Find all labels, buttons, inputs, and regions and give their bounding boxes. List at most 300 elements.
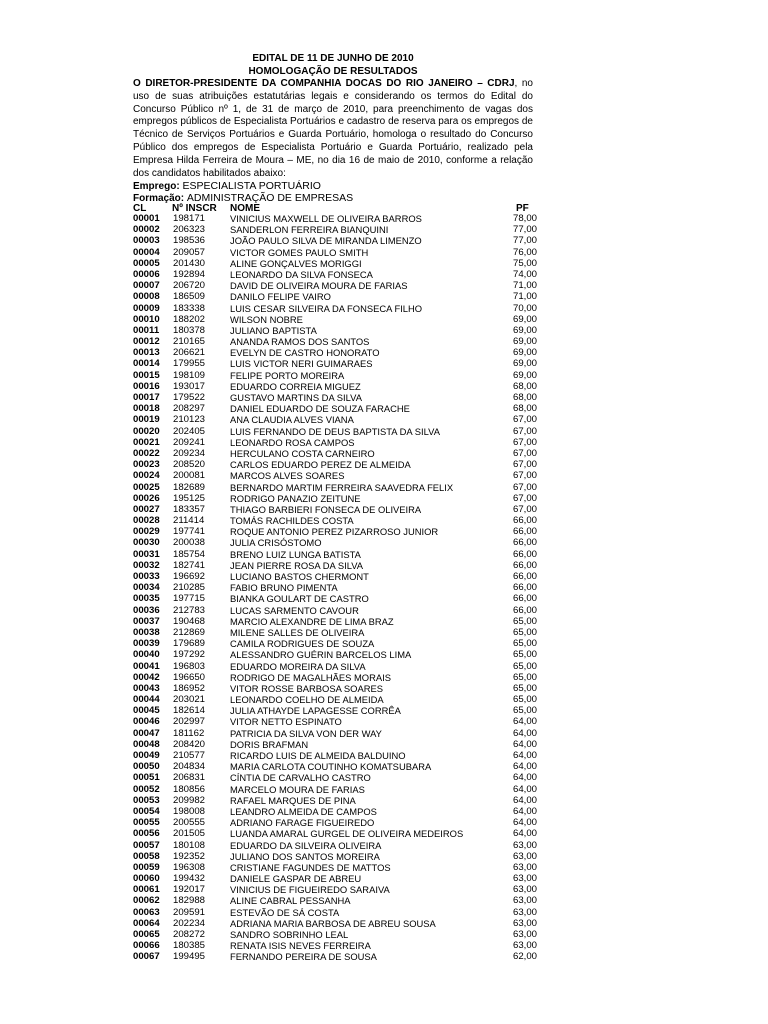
table-row — [133, 403, 537, 414]
candidate-inscription: 202405 — [173, 425, 206, 437]
candidate-score: 66,00 — [512, 537, 537, 549]
candidate-classification: 00018 — [133, 403, 160, 415]
candidate-score: 74,00 — [512, 268, 537, 280]
candidate-score: 64,00 — [512, 738, 537, 750]
table-row — [133, 459, 537, 470]
candidate-score: 65,00 — [512, 705, 537, 717]
candidate-inscription: 211414 — [173, 515, 205, 527]
candidate-inscription: 196650 — [173, 671, 206, 683]
candidate-inscription: 186509 — [173, 291, 206, 303]
candidate-name: CARLOS EDUARDO PEREZ DE ALMEIDA — [230, 459, 411, 471]
table-row — [133, 437, 537, 448]
candidate-inscription: 202997 — [173, 716, 206, 728]
candidate-name: ANANDA RAMOS DOS SANTOS — [230, 336, 370, 348]
candidate-score: 66,00 — [512, 582, 537, 594]
candidate-inscription: 196803 — [173, 660, 206, 672]
candidate-score: 65,00 — [512, 638, 537, 650]
table-row — [133, 851, 537, 862]
table-row — [133, 235, 537, 246]
candidate-score: 64,00 — [512, 805, 537, 817]
candidate-score: 77,00 — [512, 224, 537, 236]
candidate-name: SANDRO SOBRINHO LEAL — [230, 929, 349, 940]
candidate-name: CAMILA RODRIGUES DE SOUZA — [230, 638, 375, 650]
candidate-name: DANIELE GASPAR DE ABREU — [230, 873, 362, 885]
candidate-name: ALESSANDRO GUÉRIN BARCELOS LIMA — [230, 649, 412, 661]
table-row — [133, 247, 537, 258]
candidate-score: 66,00 — [512, 548, 537, 560]
candidate-inscription: 192352 — [173, 850, 206, 862]
candidate-score: 63,00 — [512, 929, 537, 940]
candidate-name: EVELYN DE CASTRO HONORATO — [230, 347, 380, 359]
candidate-name: LUIS VICTOR NERI GUIMARAES — [230, 358, 373, 370]
candidate-name: MILENE SALLES DE OLIVEIRA — [230, 626, 365, 638]
candidate-score: 71,00 — [512, 280, 537, 292]
candidate-inscription: 209982 — [173, 794, 206, 806]
candidate-inscription: 185754 — [173, 548, 206, 560]
table-row — [133, 951, 537, 962]
table-row — [133, 258, 537, 269]
column-header-nome: NOME — [230, 203, 260, 214]
candidate-score: 64,00 — [512, 750, 537, 761]
candidate-name: FABIO BRUNO PIMENTA — [230, 582, 338, 594]
candidate-classification: 00047 — [133, 727, 160, 739]
formacao-label: Formação: — [133, 193, 185, 204]
candidate-classification: 00006 — [133, 268, 160, 280]
table-row — [133, 795, 537, 806]
candidate-score: 64,00 — [512, 727, 537, 739]
table-row — [133, 873, 537, 884]
candidate-classification: 00022 — [133, 447, 160, 459]
candidate-inscription: 208420 — [173, 738, 206, 750]
candidate-score: 69,00 — [512, 336, 537, 348]
table-row — [133, 728, 537, 739]
candidate-name: SANDERLON FERREIRA BIANQUINI — [230, 224, 389, 236]
table-row — [133, 213, 537, 224]
candidate-score: 65,00 — [512, 660, 537, 672]
candidate-score: 68,00 — [512, 392, 537, 403]
candidate-score: 67,00 — [512, 492, 537, 504]
candidate-inscription: 210123 — [173, 414, 206, 426]
candidate-inscription: 202234 — [173, 917, 206, 929]
candidate-classification: 00049 — [133, 750, 160, 761]
table-row — [133, 381, 537, 392]
candidate-score: 64,00 — [512, 817, 537, 829]
table-row — [133, 616, 537, 627]
candidate-score: 66,00 — [512, 559, 537, 571]
table-row — [133, 537, 537, 548]
candidate-inscription: 200038 — [173, 537, 206, 549]
candidate-inscription: 198109 — [173, 369, 206, 381]
candidate-inscription: 197715 — [173, 593, 206, 605]
candidate-classification: 00003 — [133, 235, 160, 247]
table-row — [133, 784, 537, 795]
candidate-inscription: 198008 — [173, 805, 206, 817]
candidate-classification: 00028 — [133, 515, 160, 527]
candidate-score: 65,00 — [512, 694, 537, 706]
candidate-name: HERCULANO COSTA CARNEIRO — [230, 447, 375, 459]
candidate-score: 67,00 — [512, 436, 537, 448]
candidate-name: CÍNTIA DE CARVALHO CASTRO — [230, 772, 371, 784]
candidate-classification: 00004 — [133, 246, 160, 258]
candidate-inscription: 201505 — [173, 828, 206, 840]
candidate-inscription: 209057 — [173, 246, 206, 258]
candidate-score: 63,00 — [512, 940, 537, 952]
candidate-classification: 00014 — [133, 358, 160, 370]
candidate-score: 65,00 — [512, 671, 537, 683]
column-header-inscricao: Nº INSCR — [172, 203, 217, 214]
candidate-name: ALINE GONÇALVES MORIGGI — [230, 257, 362, 269]
table-row — [133, 895, 537, 906]
candidate-name: PATRICIA DA SILVA VON DER WAY — [230, 727, 382, 739]
candidate-score: 63,00 — [512, 861, 537, 873]
table-row — [133, 582, 537, 593]
candidate-classification: 00046 — [133, 716, 160, 728]
candidate-classification: 00045 — [133, 705, 160, 717]
table-row — [133, 515, 537, 526]
candidate-name: ESTEVÃO DE SÁ COSTA — [230, 906, 340, 918]
candidate-inscription: 212783 — [173, 604, 206, 616]
candidate-name: VINICIUS MAXWELL DE OLIVEIRA BARROS — [230, 213, 422, 224]
candidate-name: EDUARDO DA SILVEIRA OLIVEIRA — [230, 839, 382, 851]
table-row — [133, 336, 537, 347]
candidate-classification: 00035 — [133, 593, 160, 605]
candidate-inscription: 199495 — [173, 951, 206, 963]
candidate-name: TOMÁS RACHILDES COSTA — [230, 515, 354, 527]
candidate-name: EDUARDO CORREIA MIGUEZ — [230, 380, 361, 392]
table-row — [133, 694, 537, 705]
candidate-score: 64,00 — [512, 794, 537, 806]
table-row — [133, 560, 537, 571]
candidate-classification: 00064 — [133, 917, 160, 929]
candidate-classification: 00025 — [133, 481, 160, 493]
emprego-value: ESPECIALISTA PORTUÁRIO — [182, 180, 321, 192]
candidate-name: RODRIGO PANAZIO ZEITUNE — [230, 492, 361, 504]
candidate-score: 64,00 — [512, 716, 537, 728]
candidate-classification: 00037 — [133, 615, 160, 627]
candidate-name: JULIANO BAPTISTA — [230, 324, 317, 336]
candidate-classification: 00020 — [133, 425, 160, 437]
candidate-name: LUIS FERNANDO DE DEUS BAPTISTA DA SILVA — [230, 425, 440, 437]
candidate-name: WILSON NOBRE — [230, 313, 303, 325]
table-row — [133, 761, 537, 772]
candidate-score: 78,00 — [512, 213, 537, 224]
candidate-classification: 00013 — [133, 347, 160, 359]
candidate-inscription: 179689 — [173, 638, 206, 650]
candidate-classification: 00058 — [133, 850, 160, 862]
candidate-classification: 00067 — [133, 951, 160, 963]
candidate-classification: 00062 — [133, 895, 160, 907]
candidate-classification: 00008 — [133, 291, 160, 303]
table-row — [133, 526, 537, 537]
candidate-name: MARCOS ALVES SOARES — [230, 470, 345, 482]
candidate-classification: 00012 — [133, 336, 160, 348]
candidate-name: RODRIGO DE MAGALHÃES MORAIS — [230, 671, 391, 683]
candidate-name: JULIANO DOS SANTOS MOREIRA — [230, 850, 380, 862]
table-row — [133, 392, 537, 403]
candidate-name: FERNANDO PEREIRA DE SOUSA — [230, 951, 377, 963]
candidate-name: ALINE CABRAL PESSANHA — [230, 895, 351, 907]
candidate-score: 68,00 — [512, 403, 537, 415]
candidate-name: LEANDRO ALMEIDA DE CAMPOS — [230, 805, 377, 817]
candidate-score: 70,00 — [512, 302, 537, 314]
candidate-classification: 00033 — [133, 571, 160, 582]
candidate-classification: 00048 — [133, 738, 160, 750]
candidate-score: 67,00 — [512, 447, 537, 459]
candidate-inscription: 209591 — [173, 906, 206, 918]
table-row — [133, 370, 537, 381]
table-row — [133, 593, 537, 604]
candidate-inscription: 196692 — [173, 571, 206, 582]
candidate-classification: 00019 — [133, 414, 160, 426]
document-subtitle: HOMOLOGAÇÃO DE RESULTADOS — [248, 66, 418, 77]
candidate-inscription: 209241 — [173, 436, 206, 448]
table-row — [133, 683, 537, 694]
candidate-inscription: 195125 — [173, 492, 206, 504]
candidate-name: BIANKA GOULART DE CASTRO — [230, 593, 369, 605]
candidate-name: GUSTAVO MARTINS DA SILVA — [230, 392, 362, 403]
candidate-classification: 00052 — [133, 783, 160, 795]
candidate-classification: 00061 — [133, 884, 160, 896]
candidate-score: 67,00 — [512, 414, 537, 426]
table-row — [133, 314, 537, 325]
candidate-score: 65,00 — [512, 626, 537, 638]
candidate-name: VITOR ROSSE BARBOSA SOARES — [230, 682, 383, 694]
candidate-name: CRISTIANE FAGUNDES DE MATTOS — [230, 861, 391, 873]
candidate-score: 65,00 — [512, 615, 537, 627]
table-row — [133, 224, 537, 235]
candidate-inscription: 197741 — [173, 526, 206, 538]
candidate-inscription: 206323 — [173, 224, 206, 236]
emprego-label: Emprego: — [133, 181, 180, 192]
candidate-name: BRENO LUIZ LUNGA BATISTA — [230, 548, 361, 560]
candidate-score: 67,00 — [512, 481, 537, 493]
candidate-score: 75,00 — [512, 257, 537, 269]
candidate-inscription: 196308 — [173, 861, 206, 873]
candidate-classification: 00055 — [133, 817, 160, 829]
candidate-inscription: 199432 — [173, 873, 206, 885]
candidate-classification: 00032 — [133, 559, 160, 571]
candidate-name: MARCELO MOURA DE FARIAS — [230, 783, 365, 795]
candidate-classification: 00051 — [133, 772, 160, 784]
candidate-name: ROQUE ANTONIO PEREZ PIZARROSO JUNIOR — [230, 526, 439, 538]
candidate-classification: 00034 — [133, 582, 160, 594]
candidate-classification: 00027 — [133, 503, 160, 515]
document-title: EDITAL DE 11 DE JUNHO DE 2010 — [252, 53, 414, 64]
column-header-pf: PF — [516, 203, 529, 214]
table-row — [133, 325, 537, 336]
candidate-name: DANIEL EDUARDO DE SOUZA FARACHE — [230, 403, 410, 415]
candidate-classification: 00015 — [133, 369, 160, 381]
candidate-name: THIAGO BARBIERI FONSECA DE OLIVEIRA — [230, 503, 422, 515]
candidate-inscription: 212869 — [173, 626, 206, 638]
table-row — [133, 627, 537, 638]
candidate-score: 69,00 — [512, 324, 537, 336]
candidate-score: 69,00 — [512, 347, 537, 359]
candidate-name: LUANDA AMARAL GURGEL DE OLIVEIRA MEDEIROS — [230, 828, 464, 840]
candidate-inscription: 180378 — [173, 324, 206, 336]
candidate-inscription: 182689 — [173, 481, 206, 493]
table-row — [133, 806, 537, 817]
candidate-classification: 00066 — [133, 940, 160, 952]
candidate-classification: 00029 — [133, 526, 160, 538]
candidate-classification: 00050 — [133, 761, 160, 773]
candidate-score: 65,00 — [512, 649, 537, 661]
candidate-inscription: 200555 — [173, 817, 206, 829]
candidate-inscription: 192894 — [173, 268, 206, 280]
candidate-classification: 00042 — [133, 671, 160, 683]
candidate-inscription: 179955 — [173, 358, 206, 370]
table-row — [133, 571, 537, 582]
candidate-classification: 00036 — [133, 604, 160, 616]
table-row — [133, 649, 537, 660]
candidate-name: JULIA CRISÓSTOMO — [230, 537, 322, 549]
candidate-inscription: 188202 — [173, 313, 206, 325]
candidate-name: RICARDO LUIS DE ALMEIDA BALDUINO — [230, 750, 406, 761]
candidate-inscription: 180108 — [173, 839, 206, 851]
candidate-classification: 00065 — [133, 929, 160, 940]
table-row — [133, 482, 537, 493]
candidate-name: MARCIO ALEXANDRE DE LIMA BRAZ — [230, 615, 394, 627]
candidate-score: 68,00 — [512, 380, 537, 392]
candidate-score: 67,00 — [512, 459, 537, 471]
candidate-name: RAFAEL MARQUES DE PINA — [230, 794, 356, 806]
table-row — [133, 828, 537, 839]
formacao-value: ADMINISTRAÇÃO DE EMPRESAS — [186, 192, 354, 204]
candidate-inscription: 198171 — [173, 213, 206, 224]
table-row — [133, 907, 537, 918]
candidate-inscription: 190468 — [173, 615, 206, 627]
candidate-name: VINICIUS DE FIGUEIREDO SARAIVA — [230, 884, 390, 896]
candidate-score: 63,00 — [512, 895, 537, 907]
candidate-classification: 00060 — [133, 873, 160, 885]
intro-paragraph — [133, 78, 533, 180]
candidate-classification: 00011 — [133, 324, 160, 336]
candidate-score: 64,00 — [512, 783, 537, 795]
candidate-score: 76,00 — [512, 246, 537, 258]
candidate-classification: 00002 — [133, 224, 160, 236]
table-row — [133, 269, 537, 280]
candidate-classification: 00056 — [133, 828, 160, 840]
candidate-name: RENATA ISIS NEVES FERREIRA — [230, 940, 371, 952]
candidate-classification: 00030 — [133, 537, 160, 549]
candidate-inscription: 198536 — [173, 235, 206, 247]
candidate-inscription: 210577 — [173, 750, 206, 761]
candidate-inscription: 210165 — [173, 336, 206, 348]
candidate-score: 63,00 — [512, 906, 537, 918]
column-header-cl: CL — [133, 203, 147, 214]
candidate-name: VICTOR GOMES PAULO SMITH — [230, 246, 369, 258]
candidate-name: LEONARDO DA SILVA FONSECA — [230, 268, 373, 280]
candidate-inscription: 206720 — [173, 280, 206, 292]
table-row — [133, 493, 537, 504]
candidate-classification: 00041 — [133, 660, 160, 672]
candidate-inscription: 183357 — [173, 503, 206, 515]
candidate-score: 66,00 — [512, 515, 537, 527]
candidate-name: DORIS BRAFMAN — [230, 738, 309, 750]
table-row — [133, 705, 537, 716]
candidate-classification: 00040 — [133, 649, 160, 661]
candidate-inscription: 182741 — [173, 559, 206, 571]
candidate-classification: 00053 — [133, 794, 160, 806]
table-row — [133, 448, 537, 459]
candidate-inscription: 209234 — [173, 447, 206, 459]
candidate-score: 63,00 — [512, 850, 537, 862]
candidate-score: 67,00 — [512, 470, 537, 482]
table-row — [133, 840, 537, 851]
candidate-inscription: 183338 — [173, 302, 206, 314]
candidate-score: 67,00 — [512, 503, 537, 515]
candidate-inscription: 182614 — [173, 705, 206, 717]
candidate-name: LUIS CESAR SILVEIRA DA FONSECA FILHO — [230, 302, 423, 314]
table-row — [133, 280, 537, 291]
candidate-classification: 00057 — [133, 839, 160, 851]
candidate-name: MARIA CARLOTA COUTINHO KOMATSUBARA — [230, 761, 432, 773]
candidate-score: 63,00 — [512, 839, 537, 851]
candidate-classification: 00043 — [133, 682, 160, 694]
candidate-score: 69,00 — [512, 313, 537, 325]
candidate-inscription: 208520 — [173, 459, 206, 471]
table-row — [133, 358, 537, 369]
candidate-inscription: 182988 — [173, 895, 206, 907]
candidate-inscription: 192017 — [173, 884, 206, 896]
candidate-score: 66,00 — [512, 593, 537, 605]
candidate-classification: 00017 — [133, 392, 160, 403]
table-row — [133, 347, 537, 358]
candidate-classification: 00023 — [133, 459, 160, 471]
candidate-name: DAVID DE OLIVEIRA MOURA DE FARIAS — [230, 280, 408, 292]
candidate-name: EDUARDO MOREIRA DA SILVA — [230, 660, 366, 672]
candidate-score: 64,00 — [512, 828, 537, 840]
candidate-inscription: 203021 — [173, 694, 206, 706]
candidate-inscription: 208297 — [173, 403, 206, 415]
intro-lead: O DIRETOR-PRESIDENTE DA COMPANHIA DOCAS DO RIO JANEIRO – CDRJ — [133, 78, 515, 89]
candidate-name: LEONARDO COELHO DE ALMEIDA — [230, 694, 384, 706]
candidate-classification: 00054 — [133, 805, 160, 817]
table-row — [133, 549, 537, 560]
candidate-classification: 00026 — [133, 492, 160, 504]
table-row — [133, 716, 537, 727]
candidate-classification: 00007 — [133, 280, 160, 292]
candidate-classification: 00021 — [133, 436, 160, 448]
candidate-name: DANILO FELIPE VAIRO — [230, 291, 331, 303]
candidate-classification: 00016 — [133, 380, 160, 392]
candidate-inscription: 204834 — [173, 761, 206, 773]
table-row — [133, 940, 537, 951]
table-row — [133, 638, 537, 649]
candidate-score: 62,00 — [512, 951, 537, 963]
table-row — [133, 605, 537, 616]
table-row — [133, 772, 537, 783]
candidate-score: 65,00 — [512, 682, 537, 694]
table-row — [133, 426, 537, 437]
candidate-name: ADRIANA MARIA BARBOSA DE ABREU SOUSA — [230, 917, 436, 929]
candidate-inscription: 179522 — [173, 392, 206, 403]
candidate-name: LUCAS SARMENTO CAVOUR — [230, 604, 359, 616]
table-row — [133, 672, 537, 683]
candidate-score: 64,00 — [512, 761, 537, 773]
candidate-classification: 00010 — [133, 313, 160, 325]
candidate-score: 69,00 — [512, 369, 537, 381]
candidate-classification: 00038 — [133, 626, 160, 638]
candidate-classification: 00001 — [133, 213, 160, 224]
candidate-inscription: 180385 — [173, 940, 206, 952]
candidate-classification: 00044 — [133, 694, 160, 706]
candidate-score: 63,00 — [512, 873, 537, 885]
candidate-classification: 00031 — [133, 548, 160, 560]
table-row — [133, 918, 537, 929]
candidate-inscription: 206621 — [173, 347, 206, 359]
candidate-classification: 00009 — [133, 302, 160, 314]
